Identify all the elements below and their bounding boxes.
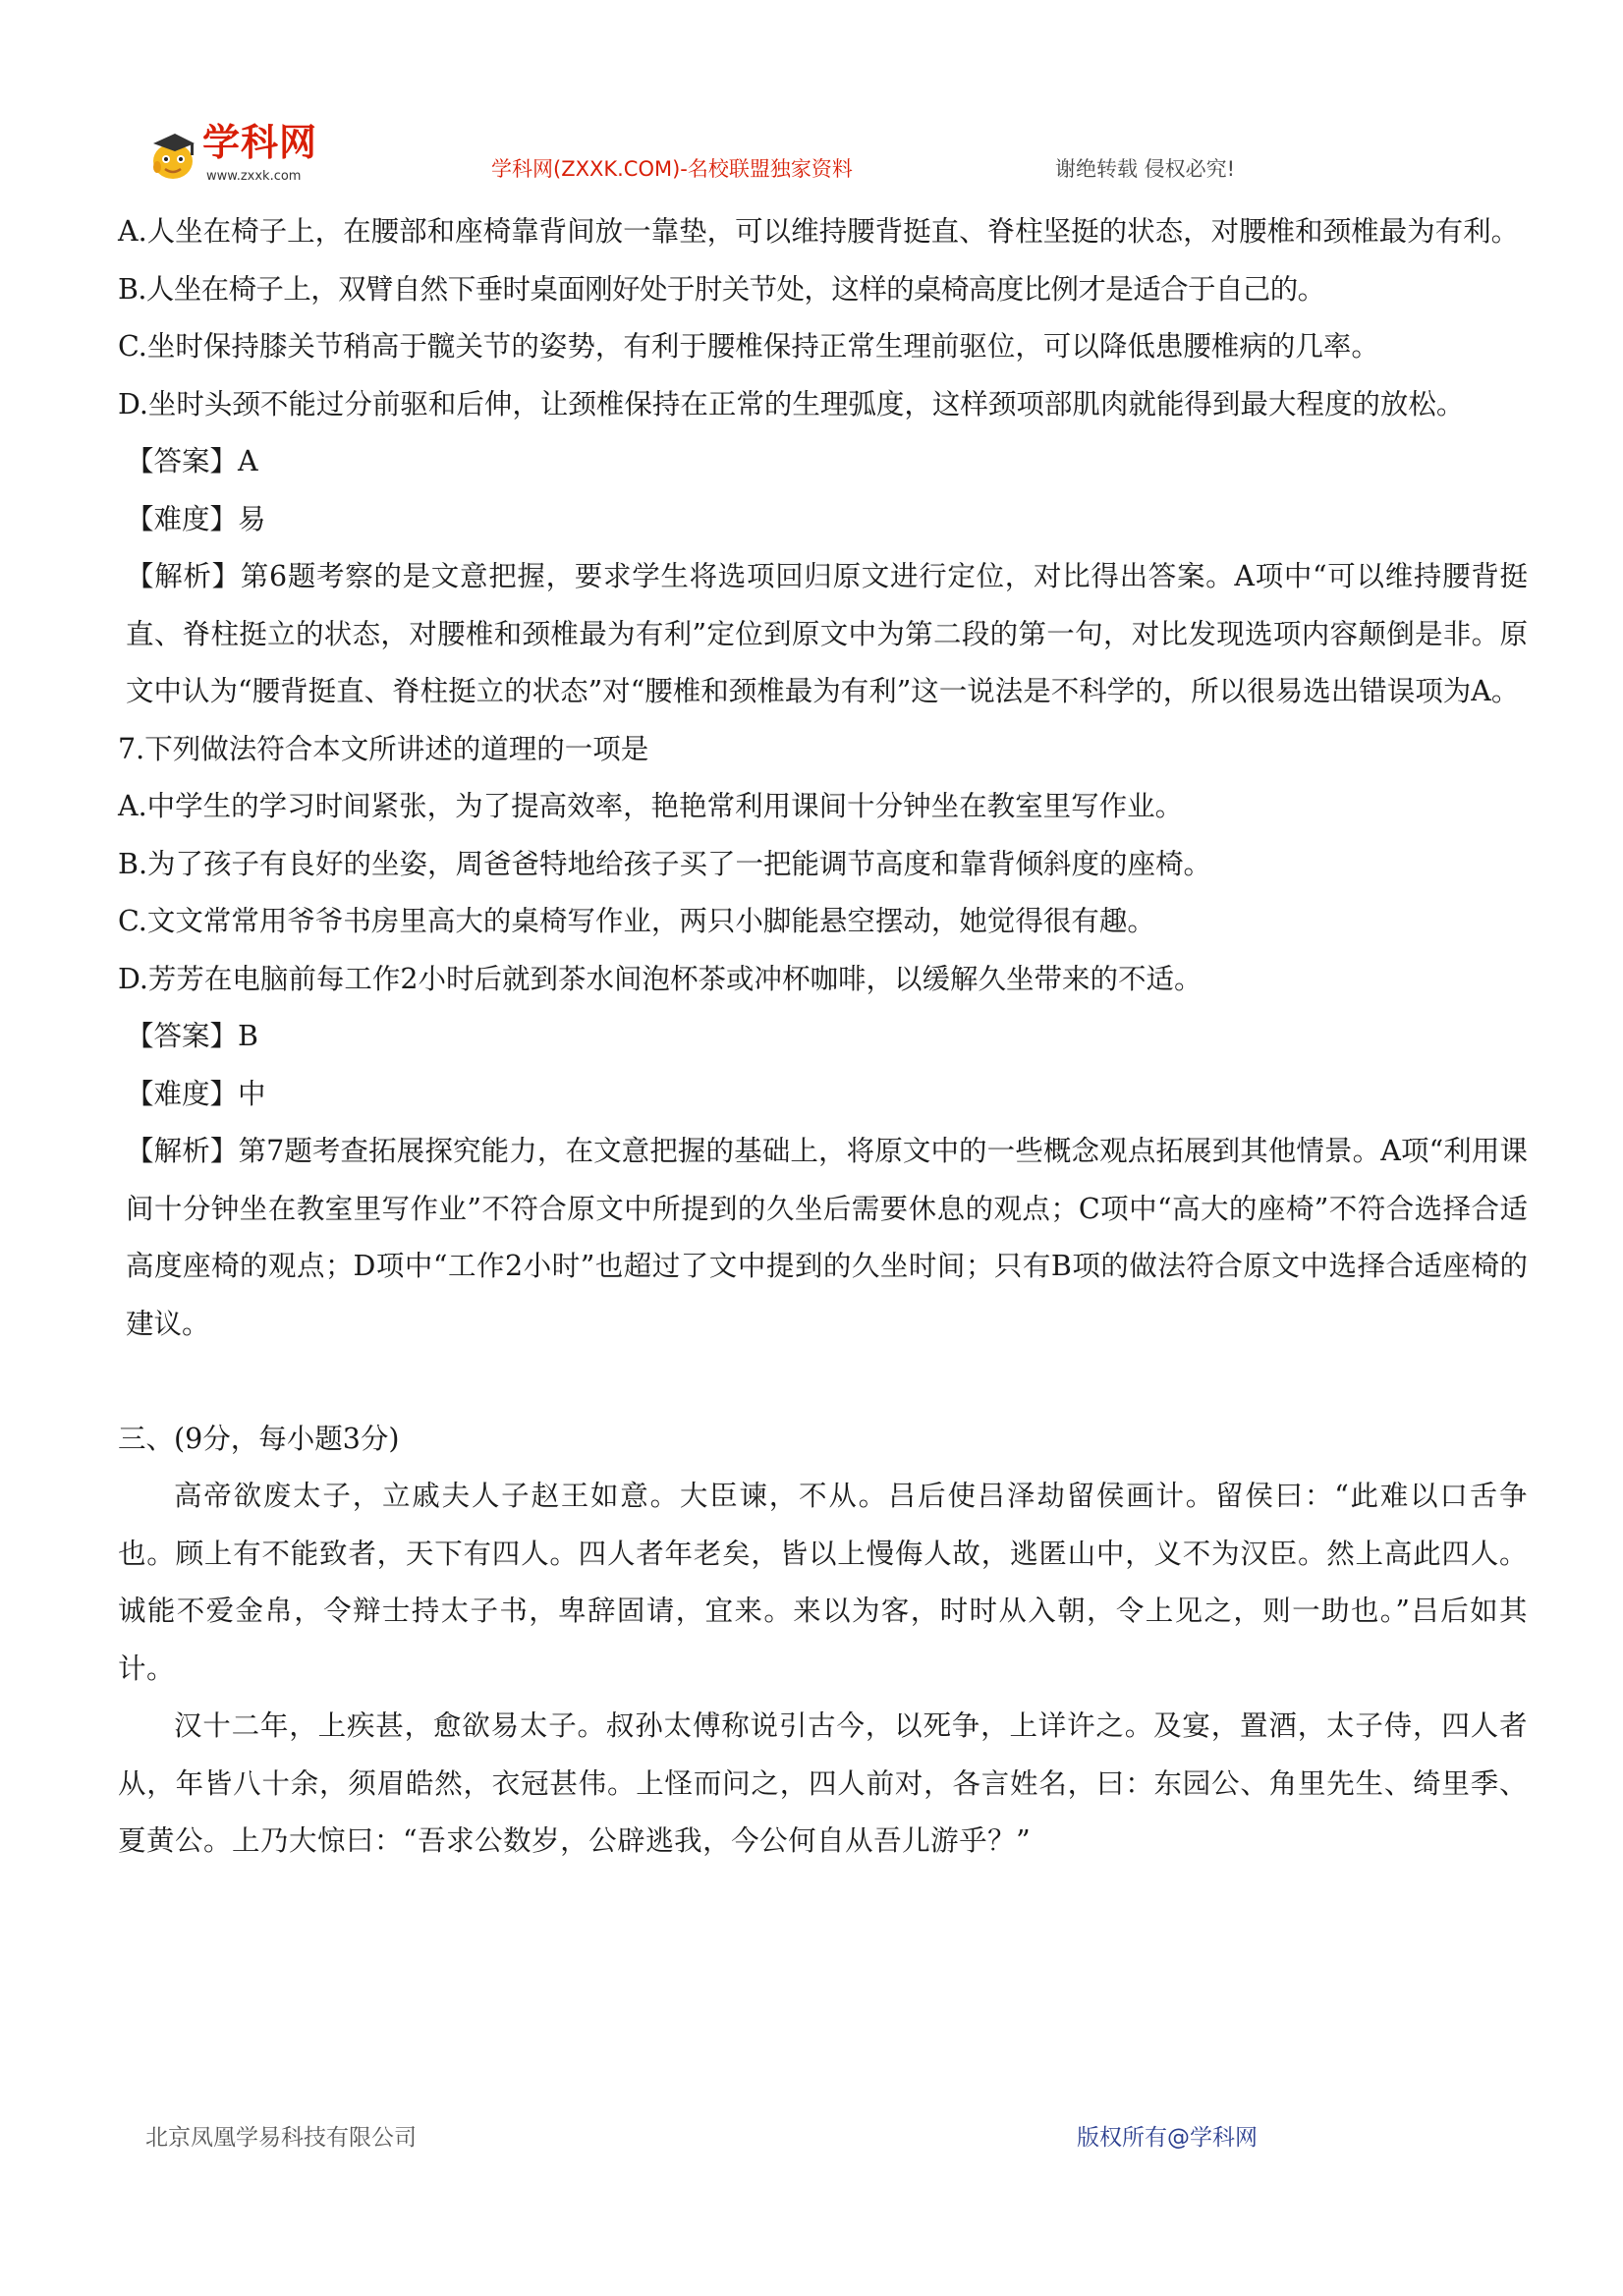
passage-paragraph-2: 汉十二年，上疾甚，愈欲易太子。叔孙太傅称说引古今，以死争，上详许之。及宴，置酒，太子侍，四人者从，年皆八十余，须眉皓然，衣冠甚伟。上怪而问之，四人前对，各言姓名，曰：东园公、角里先生、绮里季、夏黄公。上乃大惊曰：“吾求公数岁，公辟逃我，今公何自从吾儿游乎？” [118, 1709, 1528, 1857]
section-3-title: 三、(9分，每小题3分) [118, 1422, 400, 1455]
q7-question: 7.下列做法符合本文所讲述的道理的一项是 [118, 732, 649, 765]
q6-answer: 【答案】A [126, 445, 258, 477]
page-footer [145, 2122, 1275, 2161]
q7-option-d: D.芳芳在电脑前每工作2小时后就到茶水间泡杯茶或冲杯咖啡，以缓解久坐带来的不适。 [118, 962, 1203, 995]
mascot-icon [145, 128, 200, 183]
q6-option-d: D.坐时头颈不能过分前驱和后伸，让颈椎保持在正常的生理弧度，这样颈项部肌肉就能得到最大程度的放松。 [118, 387, 1465, 420]
site-logo[interactable] [138, 116, 334, 195]
header-copyright-notice: 谢绝转载 侵权必究! [1055, 157, 1236, 181]
q6-option-a: A.人坐在椅子上，在腰部和座椅靠背间放一靠垫，可以维持腰背挺直、脊柱坚挺的状态，对腰椎和颈椎最为有利。 [118, 215, 1520, 248]
q7-option-c: C.文文常常用爷爷书房里高大的桌椅写作业，两只小脚能悬空摆动，她觉得很有趣。 [118, 905, 1155, 937]
footer-copyright[interactable]: 版权所有@学科网 [1077, 2125, 1258, 2151]
header-tagline[interactable]: 学科网(ZXXK.COM)-名校联盟独家资料 [491, 157, 853, 181]
q7-analysis: 【解析】第7题考查拓展探究能力，在文意把握的基础上，将原文中的一些概念观点拓展到其他情景。A项“利用课间十分钟坐在教室里写作业”不符合原文中所提到的久坐后需要休息的观点；C项中“高大的座椅”不符合选择合适高度座椅的观点；D项中“工作2小时”也超过了文中提到的久坐时间；只有B项的做法符合原文中选择合适座椅的建议。 [126, 1135, 1528, 1340]
paragraph-gap [118, 1353, 1528, 1411]
q6-difficulty: 【难度】易 [126, 502, 266, 535]
footer-company: 北京凤凰学易科技有限公司 [145, 2125, 417, 2151]
q7-answer: 【答案】B [126, 1020, 258, 1052]
q6-option-c: C.坐时保持膝关节稍高于髋关节的姿势，有利于腰椎保持正常生理前驱位，可以降低患腰椎病的几率。 [118, 330, 1379, 363]
passage-paragraph-1: 高帝欲废太子，立戚夫人子赵王如意。大臣谏，不从。吕后使吕泽劫留侯画计。留侯曰：“此难以口舌争也。顾上有不能致者，天下有四人。四人者年老矣，皆以上慢侮人故，逃匿山中，义不为汉臣。然上高此四人。诚能不爱金帛，令辩士持太子书，卑辞固请，宜来。来以为客，时时从入朝，令上见之，则一助也。”吕后如其计。 [118, 1480, 1528, 1685]
q6-analysis: 【解析】第6题考察的是文意把握，要求学生将选项回归原文进行定位，对比得出答案。A项中“可以维持腰背挺直、脊柱挺立的状态，对腰椎和颈椎最为有利”定位到原文中为第二段的第一句，对比发现选项内容颠倒是非。原文中认为“腰背挺直、脊柱挺立的状态”对“腰椎和颈椎最为有利”这一说法是不科学的，所以很易选出错误项为A。 [126, 560, 1528, 707]
document-body [118, 203, 1528, 1871]
logo-name: 学科网 [202, 121, 318, 164]
q6-option-b: B.人坐在椅子上，双臂自然下垂时桌面刚好处于肘关节处，这样的桌椅高度比例才是适合于自己的。 [118, 272, 1325, 306]
q7-option-b: B.为了孩子有良好的坐姿，周爸爸特地给孩子买了一把能调节高度和靠背倾斜度的座椅。 [118, 847, 1212, 880]
logo-url: www.zxxk.com [206, 169, 302, 184]
q7-option-a: A.中学生的学习时间紧张，为了提高效率，艳艳常利用课间十分钟坐在教室里写作业。 [118, 790, 1184, 822]
q7-difficulty: 【难度】中 [126, 1077, 266, 1110]
classical-passage [118, 1468, 1528, 1871]
page-header [138, 116, 1493, 195]
